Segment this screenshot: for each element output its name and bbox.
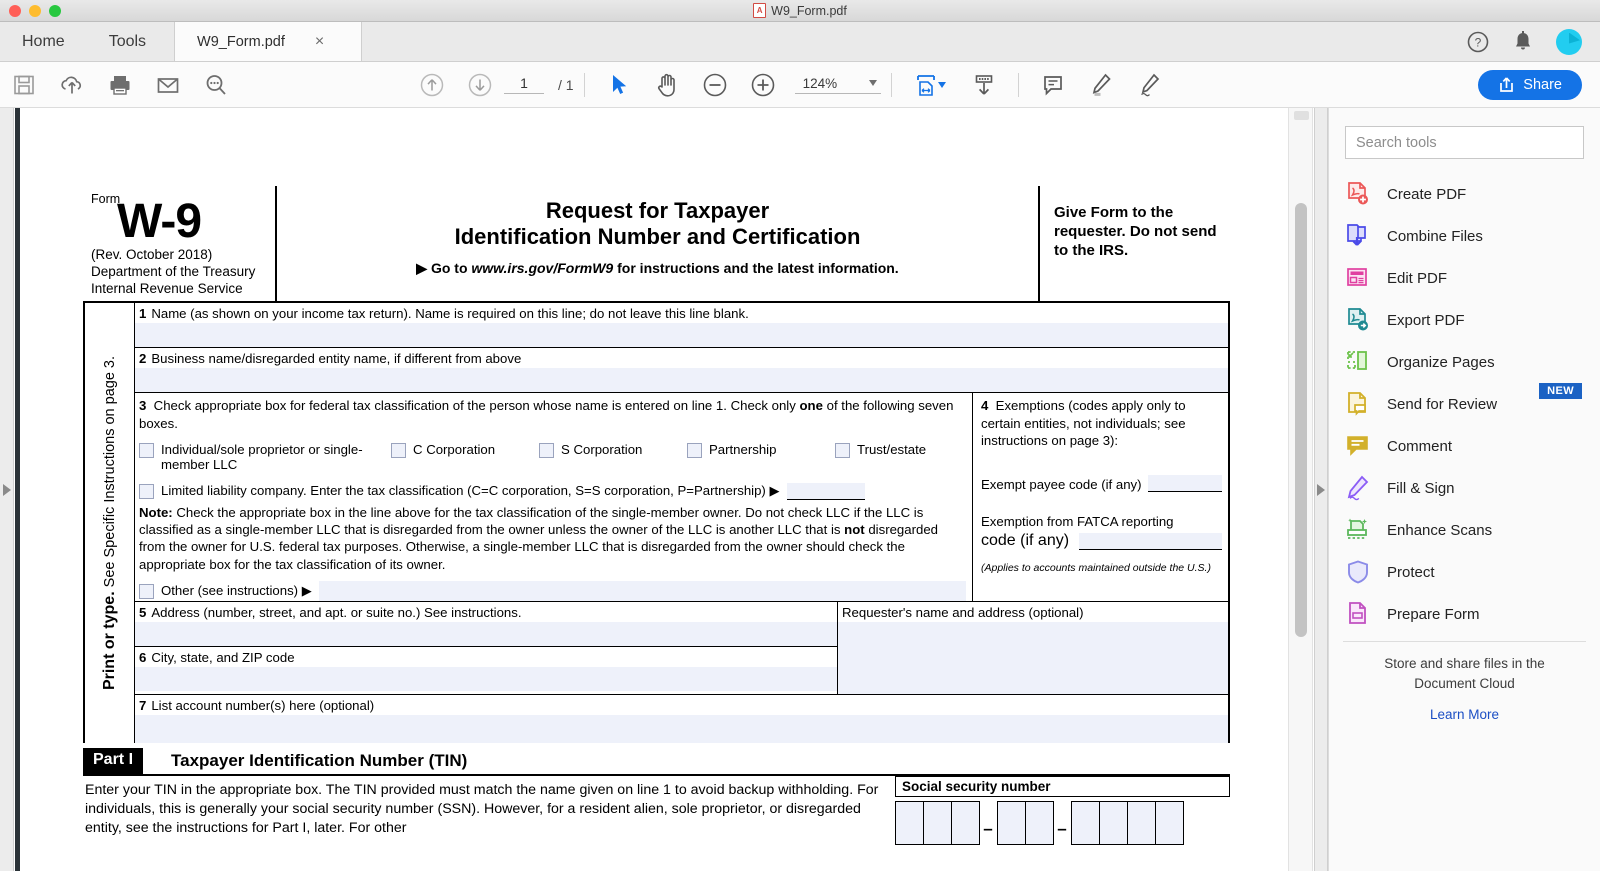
close-tab-icon[interactable]: × [314, 32, 325, 50]
ssn-digit-5[interactable] [1025, 801, 1054, 845]
w9-header-title [275, 186, 1040, 301]
fatca-row [981, 532, 1222, 550]
checkbox-llc-label: Limited liability company. Enter the tax classification (C=C corporation, S=S corporation, P=Partnership) ▶ [161, 483, 780, 499]
main-toolbar [0, 62, 1600, 108]
checkbox-partnership[interactable] [687, 442, 835, 458]
menu-tools[interactable]: Tools [108, 32, 147, 50]
ssn-digit-6[interactable] [1071, 801, 1100, 845]
line1-number: 1 [139, 306, 147, 322]
expand-right-panel-icon[interactable] [1317, 484, 1325, 496]
search-tools-input[interactable] [1345, 126, 1584, 159]
line1-input[interactable] [135, 323, 1228, 347]
edit-pdf-icon [1345, 265, 1371, 291]
part-1-instructions: Enter your TIN in the appropriate box. The TIN provided must match the name given on line 1 to avoid backup withholding. For individuals, this is generally your social security number (SSN). However, for a resident alien, sole proprietor, or disregarded entity, see the instructions for Part I, later. For other [85, 781, 879, 836]
upload-cloud-icon[interactable] [48, 62, 96, 108]
line4-label [981, 397, 1222, 448]
tool-item-comment[interactable] [1329, 425, 1600, 467]
checkbox-trust-estate-label: Trust/estate [857, 441, 927, 457]
line7-text: List account number(s) here (optional) [151, 697, 375, 713]
line6-text: City, state, and ZIP code [151, 649, 295, 665]
note-text-2: disregarded from the owner for U.S. federal tax purposes. Otherwise, a single-member LLC that is disregarded from the owner should check the appropriate box for the tax classification of its owner. [139, 522, 938, 572]
w9-header-left [83, 186, 275, 301]
line3-block [135, 393, 973, 600]
page-total-label: / 1 [558, 76, 574, 93]
line3-bold: one [799, 398, 823, 414]
checkbox-c-corporation-label: C Corporation [413, 441, 496, 457]
download-icon[interactable] [960, 62, 1008, 108]
document-cloud-note [1329, 654, 1600, 695]
give-form-note: Give Form to the requester. Do not send to the IRS. [1054, 204, 1217, 259]
goto-url: www.irs.gov/FormW9 [471, 259, 614, 276]
checkbox-individual-label: Individual/sole proprietor or single-member LLC [161, 441, 363, 472]
requester-block [838, 602, 1228, 694]
line6-number: 6 [139, 649, 147, 665]
share-button[interactable] [1478, 70, 1582, 100]
tool-item-label: Protect [1387, 563, 1435, 581]
address-block [135, 602, 1228, 695]
zoom-level-value: 124% [802, 75, 838, 91]
line3-label [139, 397, 966, 431]
comment-icon [1345, 433, 1371, 459]
line3-number: 3 [139, 398, 147, 414]
tools-pane-divider [1343, 641, 1586, 642]
form-label: Form [91, 192, 121, 206]
create-pdf-icon [1345, 181, 1371, 207]
line1-label [135, 303, 1228, 323]
titlebar-actions [1466, 22, 1600, 61]
note-text-1: Check the appropriate box in the line above for the tax classification of the single-member owner. Do not check LLC if the LLC is classified as a single-member LLC that is disregarded from the owner unless the owner of the LLC is another LLC that is [139, 504, 924, 538]
menu-home[interactable]: Home [22, 32, 65, 50]
line1-text: Name (as shown on your income tax return). Name is required on this line; do not leave this line blank. [151, 306, 749, 322]
line3-text-a: Check appropriate box for federal tax classification of the person whose name is entered on line 1. Check only [153, 398, 800, 414]
traffic-lights[interactable] [9, 5, 61, 17]
zoom-in-icon[interactable] [739, 62, 787, 108]
tool-item-export-pdf[interactable] [1329, 299, 1600, 341]
form-line-3-and-4 [135, 393, 1228, 601]
exempt-payee-input[interactable] [1148, 475, 1222, 492]
highlight-pen-icon[interactable] [1077, 62, 1125, 108]
checkbox-s-corporation-box[interactable] [539, 443, 554, 458]
line7-input[interactable] [135, 715, 1228, 743]
side-instructions-text [101, 356, 119, 690]
llc-classification-input[interactable] [787, 483, 865, 500]
form-rev-date: (Rev. October 2018) [91, 246, 213, 262]
checkbox-trust-estate-box[interactable] [835, 443, 850, 458]
checkbox-other-row[interactable] [139, 581, 966, 601]
tool-item-label: Enhance Scans [1387, 521, 1493, 539]
line3-text-b: of the following seven boxes. [139, 398, 954, 431]
enhance-scans-icon [1345, 517, 1371, 543]
tool-item-label: Edit PDF [1387, 269, 1448, 287]
document-viewport[interactable] [0, 108, 1328, 871]
side-bold-text: Print or type. [100, 591, 118, 691]
line6-input[interactable] [135, 667, 837, 691]
scrollbar-top-nub [1294, 111, 1309, 120]
send-for-review-icon [1345, 391, 1371, 417]
export-pdf-icon [1345, 307, 1371, 333]
new-badge: NEW [1539, 383, 1582, 399]
ssn-input-grid[interactable] [895, 801, 1230, 845]
vertical-scrollbar[interactable] [1288, 108, 1313, 871]
line5-input[interactable] [135, 622, 837, 646]
form-line-6 [135, 647, 837, 691]
line4-number: 4 [981, 398, 989, 414]
form-line-2 [135, 348, 1228, 393]
tool-item-label: Comment [1387, 437, 1453, 455]
scrollbar-thumb[interactable] [1295, 203, 1307, 637]
tool-item-label: Send for Review [1387, 395, 1498, 413]
llc-note [139, 504, 966, 573]
note-label: Note: [139, 504, 173, 520]
cloud-note-line1: Store and share files in the [1384, 656, 1545, 671]
close-window-button[interactable] [9, 5, 21, 17]
tool-item-label: Combine Files [1387, 227, 1483, 245]
fill-and-sign-icon[interactable] [1125, 62, 1173, 108]
user-avatar[interactable] [1556, 29, 1582, 55]
hand-tool-icon[interactable] [643, 62, 691, 108]
checkbox-c-corporation-box[interactable] [391, 443, 406, 458]
ssn-digit-3[interactable] [951, 801, 980, 845]
left-panel-toggle[interactable] [0, 108, 14, 871]
ssn-digit-4[interactable] [997, 801, 1026, 845]
tool-item-enhance-scans[interactable] [1329, 509, 1600, 551]
w9-form [83, 186, 1230, 845]
tool-item-send-for-review[interactable] [1329, 383, 1600, 425]
line6-label [135, 647, 837, 667]
form-goto-line [283, 260, 1032, 277]
checkbox-other-label: Other (see instructions) ▶ [161, 582, 312, 598]
w9-side-instructions [85, 303, 135, 742]
line7-label [135, 695, 1228, 715]
goto-prefix: ▶ Go to [416, 259, 472, 276]
form-line-7 [135, 695, 1228, 743]
line4-text: Exemptions (codes apply only to certain entities, not individuals; see instructions on page 3): [981, 398, 1186, 448]
search-tools-placeholder: Search tools [1356, 134, 1437, 151]
tool-item-label: Prepare Form [1387, 605, 1480, 623]
toolbar-divider [584, 73, 585, 97]
line2-text: Business name/disregarded entity name, if different from above [151, 351, 522, 367]
tab-strip-filler [362, 22, 1466, 61]
line5-number: 5 [139, 604, 147, 620]
minimize-window-button[interactable] [29, 5, 41, 17]
share-button-label: Share [1523, 76, 1562, 93]
organize-pages-icon [1345, 349, 1371, 375]
form-line-5 [135, 602, 837, 647]
right-panel-toggle[interactable] [1314, 108, 1328, 871]
exempt-payee-row [981, 475, 1222, 492]
ssn-block [895, 776, 1230, 845]
checkbox-other-box[interactable] [139, 584, 154, 599]
select-cursor-icon[interactable] [595, 62, 643, 108]
part-1-title: Taxpayer Identification Number (TIN) [171, 750, 468, 770]
ssn-digit-8[interactable] [1127, 801, 1156, 845]
tool-item-protect[interactable] [1329, 551, 1600, 593]
window-title [753, 3, 847, 18]
w9-body [83, 303, 1230, 742]
goto-suffix: for instructions and the latest information. [613, 259, 899, 276]
pdf-file-icon: A [753, 3, 766, 18]
line5-text: Address (number, street, and apt. or suite no.) See instructions. [151, 604, 522, 620]
comment-icon[interactable] [1029, 62, 1077, 108]
part-1-body [83, 776, 1230, 845]
print-icon[interactable] [96, 62, 144, 108]
ssn-dash-2: – [1057, 818, 1067, 838]
part-1-header [83, 748, 1230, 776]
chevron-down-icon[interactable] [869, 80, 877, 86]
window-title-text: W9_Form.pdf [771, 3, 847, 18]
next-page-icon[interactable] [456, 62, 504, 108]
fatca-label-line2: code (if any) [981, 531, 1070, 549]
prepare-form-icon [1345, 601, 1371, 627]
learn-more-link[interactable]: Learn More [1429, 706, 1500, 722]
share-upload-icon [1498, 76, 1515, 93]
other-classification-input[interactable] [319, 581, 966, 601]
form-title-line2: Identification Number and Certification [454, 223, 861, 249]
checkbox-individual[interactable] [139, 442, 391, 472]
tools-list [1329, 173, 1600, 635]
form-dept-line2: Internal Revenue Service [91, 280, 243, 296]
form-dept-line1: Department of the Treasury [91, 263, 256, 279]
fatca-label-line1: Exemption from FATCA reporting [981, 513, 1174, 529]
address-left [135, 602, 838, 694]
checkbox-trust-estate[interactable] [835, 442, 926, 458]
tool-item-label: Export PDF [1387, 311, 1465, 329]
expand-left-panel-icon[interactable] [3, 484, 11, 496]
ssn-digit-7[interactable] [1099, 801, 1128, 845]
tool-item-label: Fill & Sign [1387, 479, 1455, 497]
ssn-digit-1[interactable] [895, 801, 924, 845]
document-tab-label: W9_Form.pdf [197, 33, 285, 50]
ssn-digit-9[interactable] [1155, 801, 1184, 845]
page-number-input[interactable]: 1 [504, 75, 544, 94]
line2-label [135, 348, 1228, 368]
document-tab[interactable] [174, 22, 362, 61]
prev-page-icon[interactable] [408, 62, 456, 108]
line5-label [135, 602, 837, 622]
checkbox-c-corporation[interactable] [391, 442, 539, 458]
toolbar-divider-2 [891, 73, 892, 97]
requester-input[interactable] [838, 622, 1228, 694]
line2-number: 2 [139, 351, 147, 367]
line7-number: 7 [139, 697, 147, 713]
tool-item-create-pdf[interactable] [1329, 173, 1600, 215]
zoom-out-icon[interactable] [691, 62, 739, 108]
zoom-level-selector[interactable] [795, 76, 881, 94]
fatca-code-input[interactable] [1079, 533, 1222, 550]
tools-pane [1328, 108, 1600, 871]
requester-label: Requester's name and address (optional) [842, 604, 1084, 620]
applies-note: (Applies to accounts maintained outside the U.S.) [981, 561, 1211, 574]
form-number: W-9 [117, 195, 202, 248]
tool-item-label: Organize Pages [1387, 353, 1495, 371]
checkbox-llc-row[interactable] [139, 483, 966, 500]
exempt-payee-label: Exempt payee code (if any) [981, 476, 1142, 492]
checkbox-s-corporation-label: S Corporation [561, 441, 643, 457]
checkbox-individual-box[interactable] [139, 443, 154, 458]
checkbox-partnership-label: Partnership [709, 441, 777, 457]
search-icon[interactable] [192, 62, 240, 108]
tool-item-label: Create PDF [1387, 185, 1467, 203]
form-title-line1: Request for Taxpayer [545, 198, 770, 223]
toolbar-divider-3 [1018, 73, 1019, 97]
fill-sign-icon [1345, 475, 1371, 501]
cloud-note-line2: Document Cloud [1414, 676, 1515, 692]
tool-item-edit-pdf[interactable] [1329, 257, 1600, 299]
classification-checkbox-row [139, 442, 966, 472]
note-bold: not [844, 522, 865, 538]
save-icon[interactable] [0, 62, 48, 108]
email-icon[interactable] [144, 62, 192, 108]
ssn-label: Social security number [895, 776, 1230, 797]
tool-item-prepare-form[interactable] [1329, 593, 1600, 635]
w9-header [83, 186, 1230, 303]
ssn-dash-1: – [983, 818, 993, 838]
checkbox-partnership-box[interactable] [687, 443, 702, 458]
tab-strip [0, 22, 1600, 62]
help-icon[interactable] [1466, 30, 1490, 54]
checkbox-llc-box[interactable] [139, 484, 154, 499]
form-line-1 [135, 303, 1228, 348]
side-rest-text: See Specific Instructions on page 3. [101, 356, 118, 588]
protect-shield-icon [1345, 559, 1371, 585]
tool-item-combine-files[interactable] [1329, 215, 1600, 257]
checkbox-s-corporation[interactable] [539, 442, 687, 458]
part-1-tag: Part I [83, 748, 143, 774]
maximize-window-button[interactable] [49, 5, 61, 17]
line2-input[interactable] [135, 368, 1228, 392]
line4-block [973, 393, 1228, 600]
notification-bell-icon[interactable] [1512, 30, 1534, 54]
svg-text:?: ? [1474, 35, 1482, 49]
ssn-digit-2[interactable] [923, 801, 952, 845]
combine-files-icon [1345, 223, 1371, 249]
fit-options-chevron-icon[interactable] [938, 82, 946, 88]
tool-item-fill-sign[interactable] [1329, 467, 1600, 509]
tool-item-organize-pages[interactable] [1329, 341, 1600, 383]
window-title-bar [0, 0, 1600, 22]
w9-fields [135, 303, 1228, 742]
